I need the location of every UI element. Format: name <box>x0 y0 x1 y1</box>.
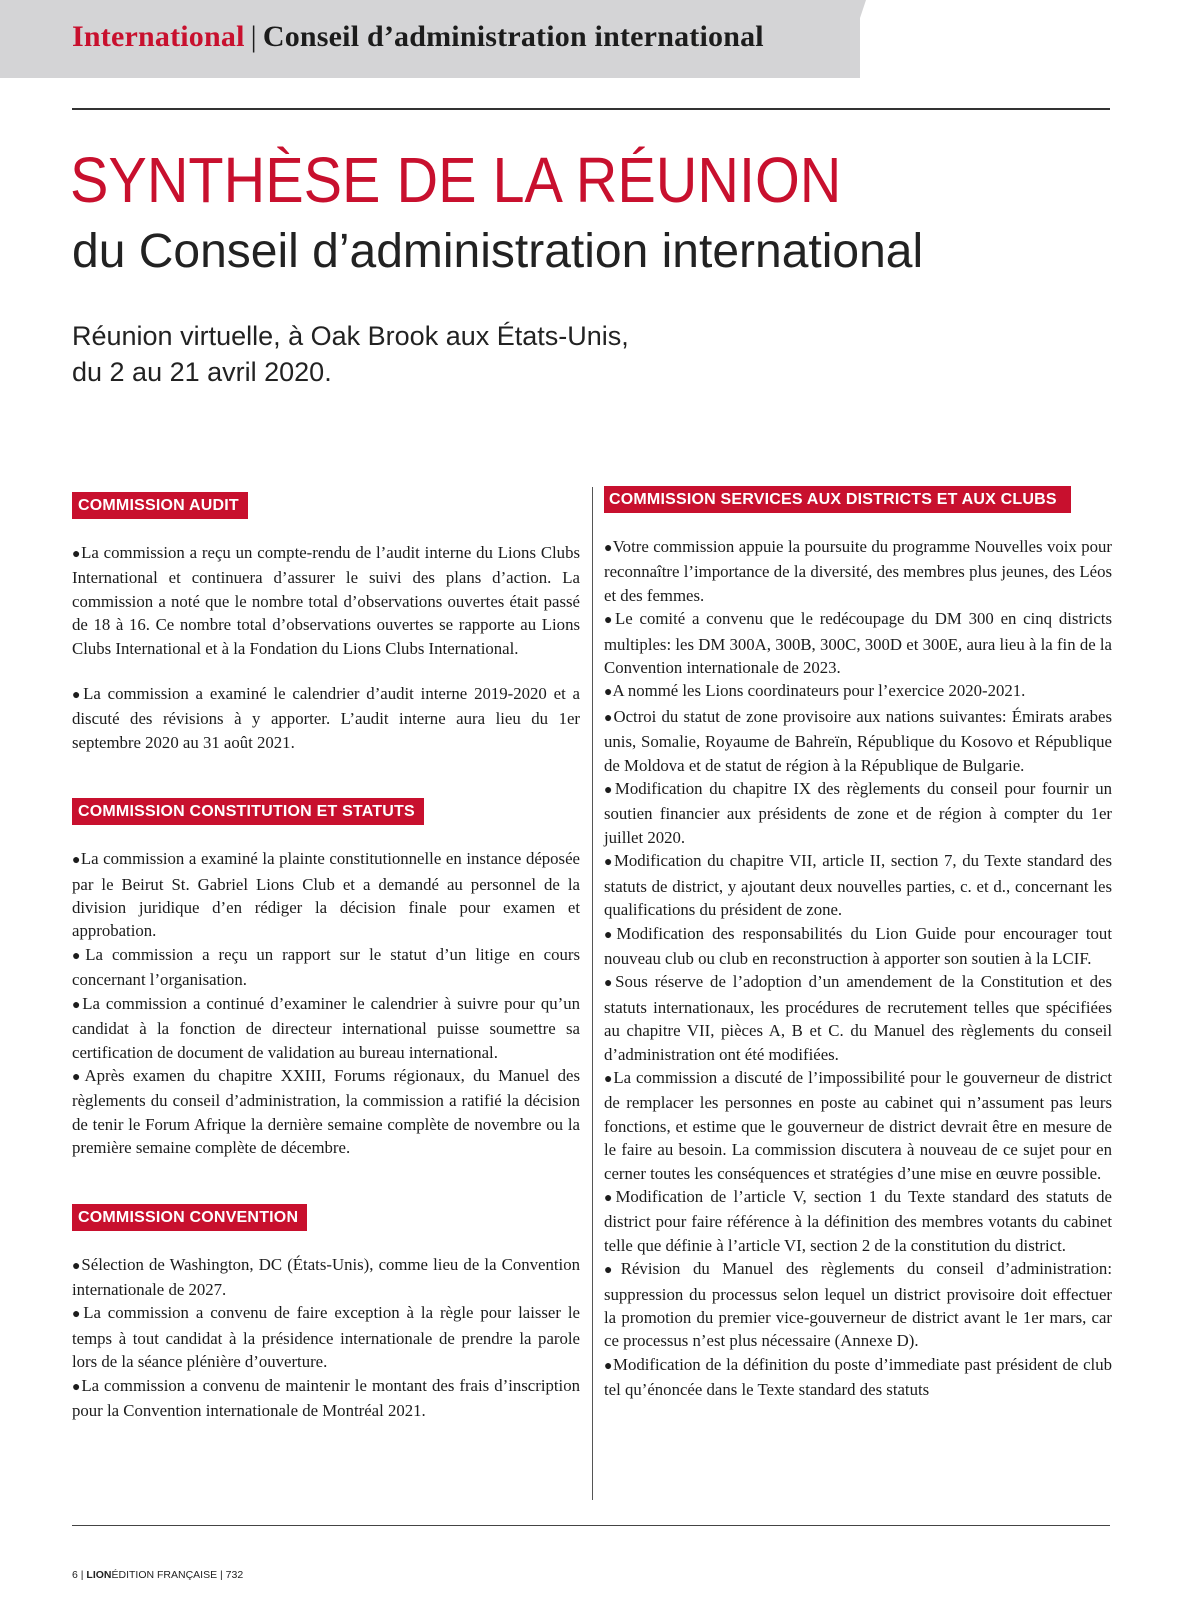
meeting-line-1: Réunion virtuelle, à Oak Brook aux États-Unis, <box>72 321 629 351</box>
list-item: ●La commission a examiné la plainte constitutionnelle en instance déposée par le Beirut St. Gabriel Lions Club et a demandé au personnel de la division juridique d’en rédiger la décision finale pour examen et approbation. <box>72 849 580 941</box>
section-label-audit: COMMISSION AUDIT <box>72 492 248 519</box>
bullet-icon: ● <box>604 1071 614 1087</box>
list-item: ●Modification des responsabilités du Lion Guide pour encourager tout nouveau club ou club en reconstruction à apporter son soutien à la LCIF. <box>604 923 1112 968</box>
bottom-rule <box>72 1525 1110 1526</box>
column-divider <box>592 487 593 1500</box>
magazine-name: LION <box>86 1569 112 1581</box>
bullet-icon: ● <box>72 1069 85 1085</box>
header-section: International <box>72 20 245 53</box>
bullet-icon: ● <box>604 1358 614 1374</box>
list-item: ●La commission a discuté de l’impossibilité pour le gouverneur de district de remplacer les personnes en poste au cabinet qui n’assument pas leurs fonctions, et estime que le gouverneur de district devrait être en mesure de le faire au besoin. La commission discutera à nouveau de ce sujet pour en cerner toutes les conséquences et stratégies d’une mise en œuvre possible. <box>604 1067 1112 1183</box>
bullet-icon: ● <box>604 927 617 943</box>
bullet-icon: ● <box>72 1379 82 1395</box>
list-item: ●Octroi du statut de zone provisoire aux nations suivantes: Émirats arabes unis, Somalie, Royaume de Bahreïn, République du Kosovo et République de Moldova et de statut de région à la République de Bulgarie. <box>604 706 1112 775</box>
bullet-icon: ● <box>604 613 616 629</box>
left-column <box>72 492 580 1422</box>
audit-items <box>72 541 580 754</box>
list-item: ●La commission a examiné le calendrier d’audit interne 2019-2020 et a discuté des révisions à y apporter. L’audit interne aura lieu du 1er septembre 2020 au 31 août 2021. <box>72 684 580 752</box>
page-title: SYNTHÈSE DE LA RÉUNION <box>70 144 842 216</box>
list-item: ●La commission a reçu un compte-rendu de l’audit interne du Lions Clubs International et continuera d’assurer le suivi des plans d’action. La commission a noté que le nombre total d’observations ouvertes était passé de 18 à 16. Ce nombre total d’observations ouvertes se rapporte au Lions Clubs International et à la Fondation du Lions Clubs International. <box>72 543 580 658</box>
section-label-services: COMMISSION SERVICES AUX DISTRICTS ET AUX CLUBS <box>604 486 1071 513</box>
meeting-info <box>72 318 629 390</box>
list-item: ●Modification de la définition du poste d’immediate past président de club tel qu’énoncée dans le Texte standard des statuts <box>604 1354 1112 1400</box>
page-subtitle: du Conseil d’administration international <box>72 225 924 278</box>
bullet-icon: ● <box>72 997 83 1013</box>
bullet-icon: ● <box>604 855 614 871</box>
list-item: ●Modification de l’article V, section 1 du Texte standard des statuts de district pour faire référence à la définition des membres votants du cabinet telle que définie à l’article VI, section 2 de la constitution du district. <box>604 1186 1113 1255</box>
section-label-convention: COMMISSION CONVENTION <box>72 1204 307 1231</box>
header-band-tail <box>840 0 866 78</box>
running-header <box>72 20 764 54</box>
bullet-icon: ● <box>604 710 614 726</box>
bullet-icon: ● <box>604 1263 621 1279</box>
list-item: ●Le comité a convenu que le redécoupage du DM 300 en cinq districts multiples: les DM 300A, 300B, 300C, 300D et 300E, aura lieu à la fin de la Convention internationale de 2023. <box>604 609 1112 678</box>
bullet-icon: ● <box>72 948 86 964</box>
bullet-icon: ● <box>72 1258 82 1274</box>
list-item: ●Révision du Manuel des règlements du conseil d’administration: suppression du processus selon lequel un district provisoire doit effectuer la promotion du premier vice-gouverneur de district avant le 1er mars, car ce processus n’est plus nécessaire (Annexe D). <box>604 1259 1112 1351</box>
page-footer: 6 | LIONÉDITION FRANÇAISE | 732 <box>72 1569 244 1581</box>
list-item: ●Sélection de Washington, DC (États-Unis), comme lieu de la Convention internationale de 2027. <box>72 1254 580 1299</box>
right-column <box>604 486 1112 1402</box>
bullet-icon: ● <box>604 685 613 701</box>
header-title: Conseil d’administration international <box>262 20 764 53</box>
bullet-icon: ● <box>72 547 82 562</box>
meeting-line-2: du 2 au 21 avril 2020. <box>72 357 332 387</box>
list-item: ●Modification du chapitre VII, article II, section 7, du Texte standard des statuts de district, y ajoutant deux nouvelles parties, c. et d., concernant les qualifications du président de zone. <box>604 851 1112 920</box>
bullet-icon: ● <box>72 1307 84 1323</box>
constitution-items <box>72 847 580 1159</box>
list-item: ●La commission a convenu de faire exception à la règle pour laisser le temps à tout candidat à la présidence internationale de prendre la parole lors de la séance plénière d’ouverture. <box>72 1303 580 1372</box>
list-item: ●La commission a reçu un rapport sur le statut d’un litige en cours concernant l’organisation. <box>72 944 580 990</box>
top-rule <box>72 108 1110 110</box>
convention-items <box>72 1253 580 1423</box>
list-item: ●A nommé les Lions coordinateurs pour l’exercice 2020-2021. <box>604 681 1026 701</box>
list-item: ●Après examen du chapitre XXIII, Forums régionaux, du Manuel des règlements du conseil d’administration, la commission a ratifié la décision de tenir le Forum Afrique la dernière semaine complète de novembre ou la première semaine complète de décembre. <box>72 1065 580 1158</box>
bullet-icon: ● <box>604 976 616 992</box>
page-number: 6 <box>72 1569 78 1581</box>
services-items <box>604 535 1112 1402</box>
list-item: ●Modification du chapitre IX des règlements du conseil pour fournir un soutien financier aux présidents de zone et de région à compter du 1er juillet 2020. <box>604 779 1112 847</box>
list-item: ●Votre commission appuie la poursuite du programme Nouvelles voix pour reconnaître l’importance de la diversité, des membres plus jeunes, des Léos et des femmes. <box>604 537 1112 605</box>
bullet-icon: ● <box>604 783 615 799</box>
bullet-icon: ● <box>604 541 613 556</box>
list-item: ●Sous réserve de l’adoption d’un amendement de la Constitution et des statuts internationaux, les procédures de recrutement telles que spécifiées au chapitre VII, pièces A, B et C. du Manuel des règlements du conseil d’administration ont été modifiées. <box>604 972 1112 1064</box>
header-separator: | <box>250 20 257 53</box>
list-item: ●La commission a continué d’examiner le calendrier à suivre pour qu’un candidat à la fonction de directeur international puisse soumettre sa certification de document de validation au bureau international. <box>72 993 580 1062</box>
issue-number: 732 <box>225 1569 244 1581</box>
bullet-icon: ● <box>72 688 84 704</box>
bullet-icon: ● <box>604 1190 616 1206</box>
section-label-constitution: COMMISSION CONSTITUTION ET STATUTS <box>72 798 424 825</box>
list-item: ●La commission a convenu de maintenir le montant des frais d’inscription pour la Convention internationale de Montréal 2021. <box>72 1375 580 1420</box>
bullet-icon: ● <box>72 853 81 869</box>
edition-label: ÉDITION FRANÇAISE <box>111 1569 218 1581</box>
